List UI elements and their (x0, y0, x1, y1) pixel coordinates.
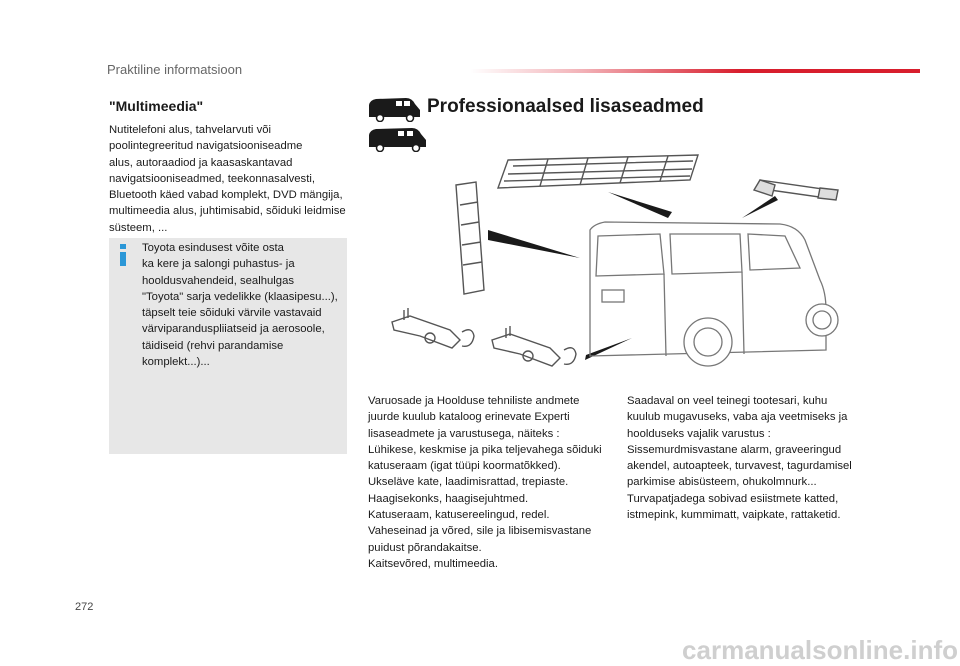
header-rule (470, 69, 920, 73)
watermark-logo (620, 632, 960, 666)
info-text: Toyota esindusest võite osta ka kere ja salongi puhastus- ja hooldusvahendeid, sealhulgas "Toyota" sarja vedelikke (klaasipesu...), täpselt teie sõiduki värvile vastavaid värviparanduspliiatseid ja aerosoole, täidiseid (rehvi parandamise komplekt...)... (142, 242, 338, 369)
pointer-wedges (488, 192, 778, 360)
roof-bar (754, 180, 838, 200)
tow-bar-1 (392, 308, 474, 348)
professional-title: Professionaalsed lisaseadmed (427, 96, 704, 117)
professional-text-col2: Saadaval on veel teinegi tootesari, kuhu kuulub mugavuseks, vaba aja veetmiseks ja hoolduseks vajalik varustus : Sissemurdmisvastane alarm, graveeringud akendel, autoapteek, turvavest, tagurdamisel parkimise abisüsteem, ohukolmnurk... Turvapatjadega sobivad esiistmete katted, istmepink, kummimatt, vaipkate, rattaketid. (627, 395, 852, 522)
roof-rack (498, 155, 698, 188)
header-title: Praktiline informatsioon (107, 62, 243, 77)
multimedia-body: Nutitelefoni alus, tahvelarvuti või poolintegreeritud navigatsiooniseadme alus, autoraadiod ja kaasaskantavad navigatsiooniseadmed, teekonnasalvesti, Bluetooth käed vabad komplekt, DVD mängija, multimeedia alus, juhtimisabid, sõiduki leidmise süsteem, ... (109, 124, 346, 234)
info-icon (116, 244, 130, 266)
watermark-text: carmanualsonline.info (682, 635, 958, 665)
van-illustration (590, 222, 838, 366)
accessories-illustration (380, 150, 860, 380)
professional-text-col1: Varuosade ja Hoolduse tehniliste andmete juurde kuulub kataloog erinevate Experti lisaseadmete ja varustusega, näiteks : Lühikese, keskmise ja pika teljevahega sõiduki katuseraam (igat tüüpi koormatõkked). Ukseläve kate, laadimisrattad, trepiaste. Haagisekonks, haagisejuhtmed. Katuseraam, katusereelingud, redel. Vaheseinad ja võred, sile ja libisemisvastane puidust põrandakaitse. Kaitsevõred, multimeedia. (368, 395, 602, 570)
ladder (456, 182, 484, 294)
van-icon-short (366, 96, 422, 122)
multimedia-title: "Multimeedia" (109, 98, 204, 114)
tow-bar-2 (492, 326, 576, 366)
info-box (109, 238, 347, 454)
page-number: 272 (75, 601, 94, 613)
van-icon-long (366, 126, 428, 152)
